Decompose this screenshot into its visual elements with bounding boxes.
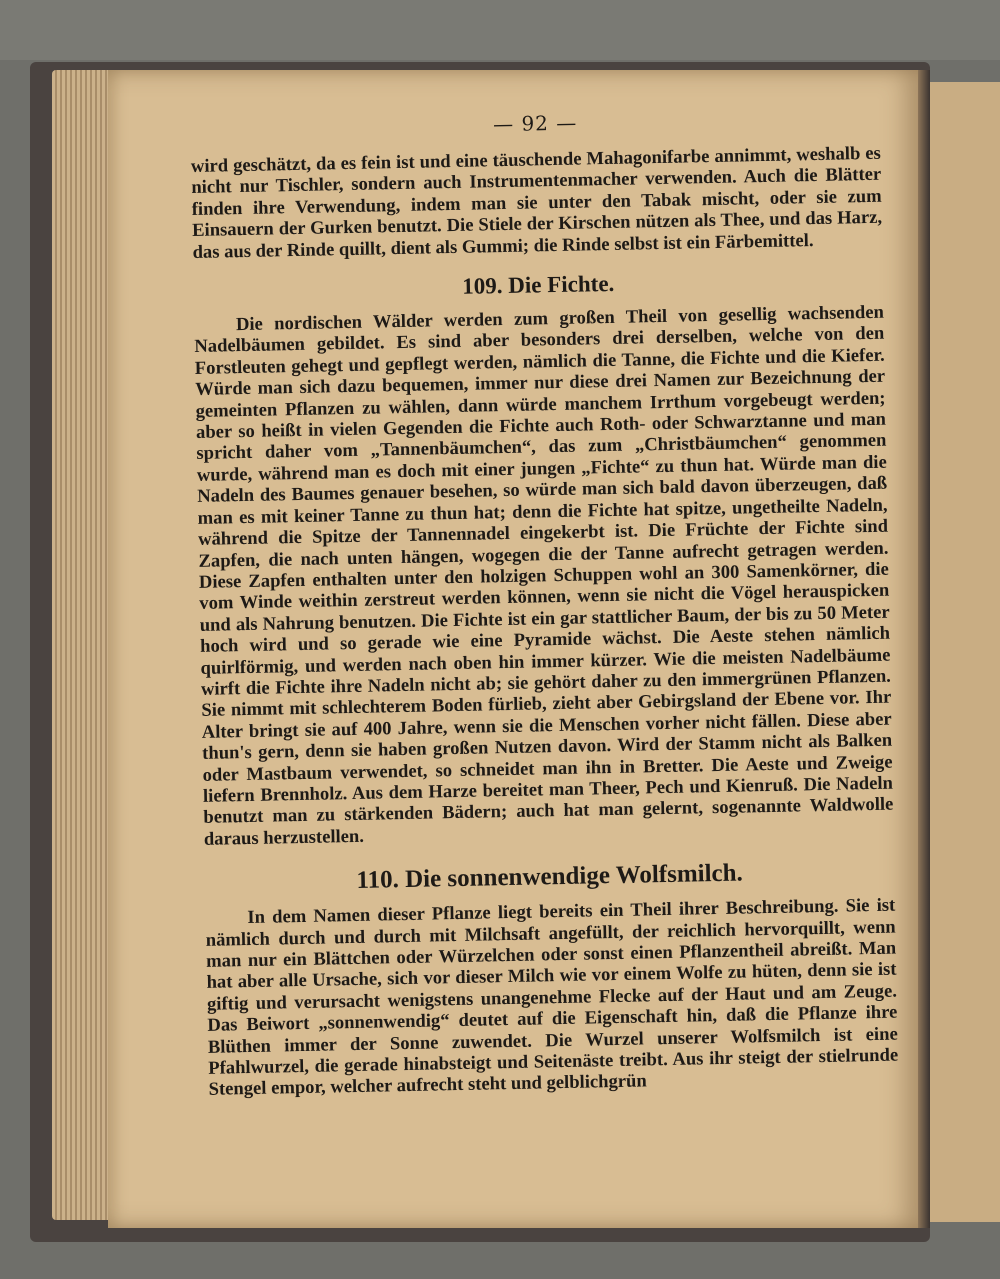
page-text	[190, 105, 899, 1101]
background-board	[0, 0, 1000, 60]
section-paragraph-110: In dem Namen dieser Pflanze liegt bereits ein Theil ihrer Beschreibung. Sie ist nämlich durch und durch mit Milchsaft angefüllt, der reichlich hervorquillt, wenn man nur ein Blättchen oder Würzelchen oder sonst einen Pflanzentheil abreißt. Man hat aber alle Ursache, sich vor dieser Milch wie vor einem Wolfe zu hüten, denn sie ist giftig und verursacht wenigstens unangenehme Flecke auf der Haut und am Zeuge. Das Beiwort „sonnenwendig“ deutet auf die Eigenschaft hin, daß die Pflanze ihre Blüthen immer der Sonne zuwendet. Die Wurzel unserer Wolfsmilch ist eine Pfahlwurzel, die gerade hinabsteigt und Seitenäste treibt. Aus ihr steigt der stielrunde Stengel empor, welcher aufrecht steht und gelblichgrün	[205, 894, 899, 1101]
intro-paragraph: wird geschätzt, da es fein ist und eine täuschende Mahagonifarbe annimmt, weshalb es nicht nur Tischler, sondern auch Instrumentenmacher verwenden. Auch die Blätter finden ihre Verwendung, indem man sie unter den Tabak mischt, oder sie zum Einsauern der Gurken benutzt. Die Stiele der Kirschen nützen als Thee, und das Harz, das aus der Rinde quillt, dient als Gummi; die Rinde selbst ist ein Färbemittel.	[190, 142, 883, 263]
section-heading-109: 109. Die Fichte.	[462, 270, 615, 299]
page-edges	[52, 70, 114, 1220]
section-paragraph-109: Die nordischen Wälder werden zum großen Theil von gesellig wachsenden Nadelbäumen gebildet. Es sind aber besonders drei derselben, welche von den Forstleuten gehegt und gepflegt werden, nämlich die Tanne, die Fichte und die Kiefer. Würde man sich dazu bequemen, immer nur diese drei Namen zur Bezeichnung der gemeinten Pflanzen zu wählen, dann würde manchem Irrthum vorgebeugt werden; aber so heißt in vielen Gegenden die Fichte auch Roth- oder Schwarztanne und man spricht daher vom „Tannenbäumchen“, das zum „Christbäumchen“ genommen wurde, während man es doch mit einer jungen „Fichte“ zu thun hat. Würde man die Nadeln des Baumes genauer besehen, so würde man sich bald davon überzeugen, daß man es mit keiner Tanne zu thun hat; denn die Fichte hat spitze, ungetheilte Nadeln, während die Spitze der Tannennadel eingekerbt ist. Die Früchte der Fichte sind Zapfen, die nach unten hängen, wogegen die der Tanne aufrecht getragen werden. Diese Zapfen enthalten unter den holzigen Schuppen wohl an 300 Samenkörner, die vom Winde weithin zerstreut werden können, wenn sie nicht die Vögel herauspicken und als Nahrung benutzen. Die Fichte ist ein gar stattlicher Baum, der bis zu 50 Meter hoch wird und so gerade wie eine Pyramide wächst. Die Aeste stehen nämlich quirlförmig, und werden nach oben hin immer kürzer. Wie die meisten Nadelbäume wirft die Fichte ihre Nadeln nicht ab; sie gehört daher zu den immergrünen Pflanzen. Sie nimmt mit schlechterem Boden fürlieb, zieht aber Gebirgsland der Ebene vor. Ihr Alter bringt sie auf 400 Jahre, wenn sie die Menschen vorher nicht fällen. Diese aber thun's gern, denn sie haben großen Nutzen davon. Wird der Stamm nicht als Balken oder Mastbaum verwendet, so schneidet man ihn in Bretter. Die Aeste und Zweige liefern Brennholz. Aus dem Harze bereitet man Theer, Pech und Kienruß. Die Nadeln benutzt man zu stärkenden Bädern; auch hat man gelernt, sogenannte Waldwolle daraus herzustellen.	[194, 301, 894, 850]
book-gutter	[918, 70, 930, 1228]
page-number: — 92 —	[492, 110, 578, 137]
facing-page	[930, 82, 1000, 1222]
section-heading-110: 110. Die sonnenwendige Wolfsmilch.	[356, 859, 744, 895]
